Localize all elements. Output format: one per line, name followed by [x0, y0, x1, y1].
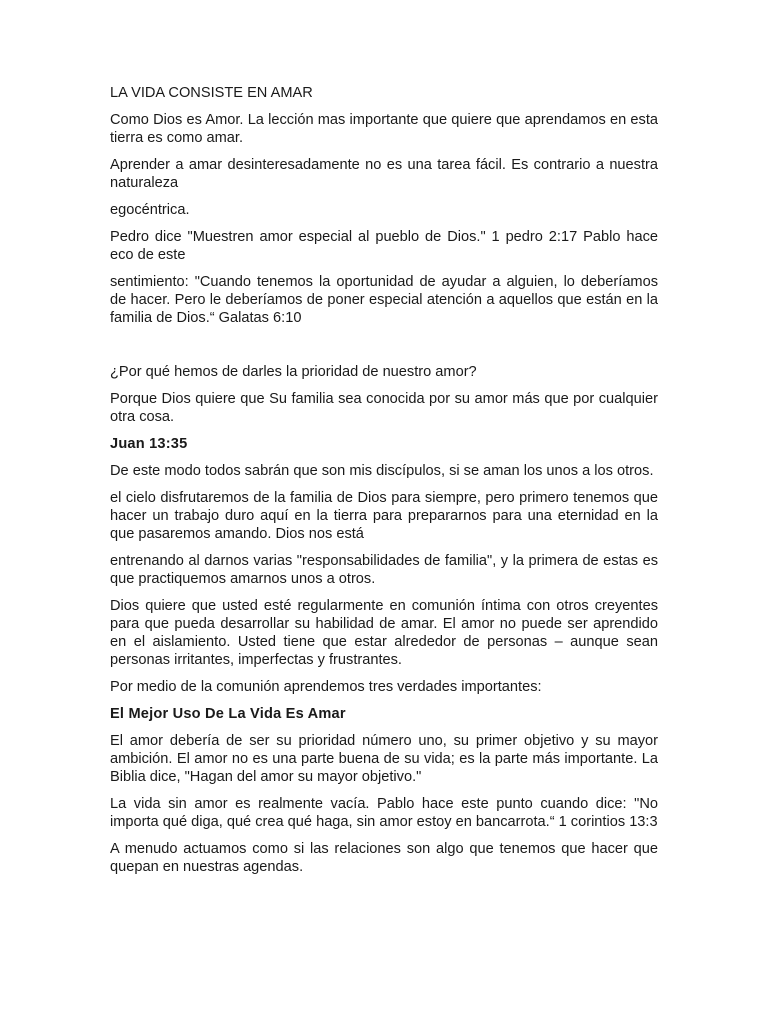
- paragraph-porque-dios-quiere: Porque Dios quiere que Su familia sea conocida por su amor más que por cualquier otra cosa.: [110, 391, 658, 425]
- paragraph-vida-sin-amor: La vida sin amor es realmente vacía. Pablo hace este punto cuando dice: "No importa qué diga, qué crea qué haga, sin amor estoy en bancarrota.“ 1 corintios 13:3: [110, 796, 658, 830]
- paragraph-de-este-modo: De este modo todos sabrán que son mis discípulos, si se aman los unos a los otros.: [110, 463, 654, 479]
- heading-juan-13-35: Juan 13:35: [110, 436, 188, 452]
- heading-mejor-uso-de-la-vida: El Mejor Uso De La Vida Es Amar: [110, 706, 346, 722]
- document-title: LA VIDA CONSISTE EN AMAR: [110, 85, 313, 101]
- paragraph-entrenando: entrenando al darnos varias "responsabilidades de familia", y la primera de estas es que practiquemos amarnos unos a otros.: [110, 553, 658, 587]
- paragraph-pedro-dice: Pedro dice "Muestren amor especial al pueblo de Dios." 1 pedro 2:17 Pablo hace eco de este: [110, 229, 658, 263]
- paragraph-prioridad-numero-uno: El amor debería de ser su prioridad número uno, su primer objetivo y su mayor ambición. El amor no es una parte buena de su vida; es la parte más importante. La Biblia dice, "Hagan del amor su mayor objetivo.": [110, 733, 658, 785]
- paragraph-sentimiento: sentimiento: "Cuando tenemos la oportunidad de ayudar a alguien, lo deberíamos de hacer. Pero le deberíamos de poner especial atención a aquellos que están en la familia de Dios.“ Galatas 6:10: [110, 274, 658, 326]
- paragraph-por-que-prioridad: ¿Por qué hemos de darles la prioridad de nuestro amor?: [110, 364, 477, 380]
- paragraph-tres-verdades: Por medio de la comunión aprendemos tres verdades importantes:: [110, 679, 542, 695]
- paragraph-el-cielo: el cielo disfrutaremos de la familia de Dios para siempre, pero primero tenemos que hacer un trabajo duro aquí en la tierra para prepararnos para una eternidad en la que pasaremos amando. Dios nos está: [110, 490, 658, 542]
- paragraph-dios-es-amor: Como Dios es Amor. La lección mas importante que quiere que aprendamos en esta tierra es como amar.: [110, 112, 658, 146]
- paragraph-comunion-intima: Dios quiere que usted esté regularmente en comunión íntima con otros creyentes para que pueda desarrollar su habilidad de amar. El amor no puede ser aprendido en el aislamiento. Usted tiene que estar alrededor de personas – aunque sean personas irritantes, imperfectas y frustrantes.: [110, 598, 658, 668]
- paragraph-a-menudo: A menudo actuamos como si las relaciones son algo que tenemos que hacer que quepan en nuestras agendas.: [110, 841, 658, 875]
- document-page: [110, 84, 658, 885]
- paragraph-aprender-a-amar: Aprender a amar desinteresadamente no es una tarea fácil. Es contrario a nuestra naturaleza: [110, 157, 658, 191]
- paragraph-egocentrica: egocéntrica.: [110, 202, 190, 218]
